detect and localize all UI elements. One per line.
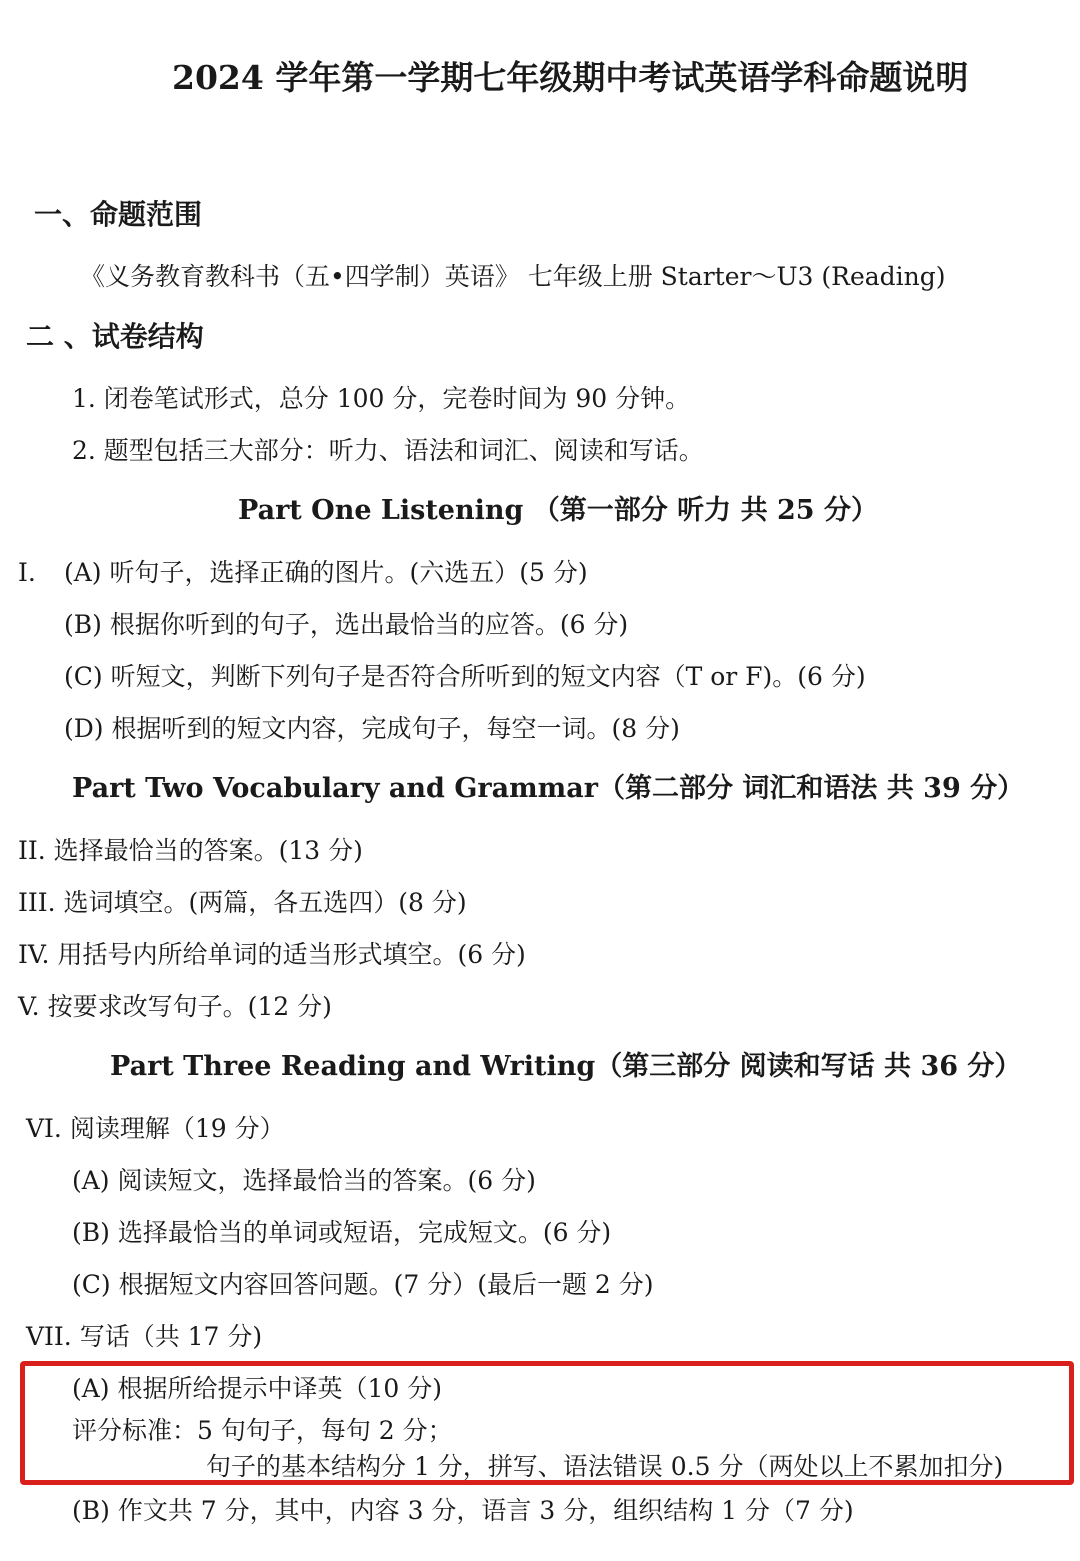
structure-item: 2. 题型包括三大部分：听力、语法和词汇、阅读和写话。 [72,436,704,465]
part-two-heading: Part Two Vocabulary and Grammar（第二部分 词汇和语法 共 39 分） [72,773,1025,804]
scoring-criteria: 评分标准：5 句句子，每句 2 分； [72,1416,453,1445]
listening-item: (A) 听句子，选择正确的图片。(六选五）(5 分) [64,558,588,587]
writing-item-b: (B) 作文共 7 分，其中，内容 3 分，语言 3 分，组织结构 1 分（7 分) [72,1496,854,1525]
scoring-criteria-detail: 句子的基本结构分 1 分，拼写、语法错误 0.5 分（两处以上不累加扣分) [206,1452,1004,1481]
writing-heading: VII. 写话（共 17 分) [26,1322,263,1351]
reading-heading: VI. 阅读理解（19 分） [26,1114,285,1143]
scope-content: 《义务教育教科书（五•四学制）英语》 七年级上册 Starter～U3 (Reading) [80,262,946,291]
reading-item: (A) 阅读短文，选择最恰当的答案。(6 分) [72,1166,536,1195]
vocab-item: III. 选词填空。(两篇，各五选四）(8 分) [18,888,467,917]
reading-item: (B) 选择最恰当的单词或短语，完成短文。(6 分) [72,1218,612,1247]
listening-item: (C) 听短文，判断下列句子是否符合所听到的短文内容（T or F)。(6 分) [64,662,866,691]
section-heading-structure: 二 、试卷结构 [26,320,204,353]
structure-item: 1. 闭卷笔试形式，总分 100 分，完卷时间为 90 分钟。 [72,384,691,413]
vocab-item: V. 按要求改写句子。(12 分) [18,992,332,1021]
part-one-heading: Part One Listening （第一部分 听力 共 25 分） [238,495,878,526]
vocab-item: II. 选择最恰当的答案。(13 分) [18,836,363,865]
section-heading-scope: 一、命题范围 [34,198,203,231]
vocab-item: IV. 用括号内所给单词的适当形式填空。(6 分) [18,940,526,969]
writing-item-a: (A) 根据所给提示中译英（10 分) [72,1374,443,1403]
reading-item: (C) 根据短文内容回答问题。(7 分）(最后一题 2 分) [72,1270,654,1299]
question-number: I. [18,558,36,587]
listening-item: (B) 根据你听到的句子，选出最恰当的应答。(6 分) [64,610,629,639]
part-three-heading: Part Three Reading and Writing（第三部分 阅读和写话 共 36 分） [110,1051,1022,1082]
document-title: 2024 学年第一学期七年级期中考试英语学科命题说明 [172,58,969,97]
listening-item: (D) 根据听到的短文内容，完成句子，每空一词。(8 分) [64,714,680,743]
